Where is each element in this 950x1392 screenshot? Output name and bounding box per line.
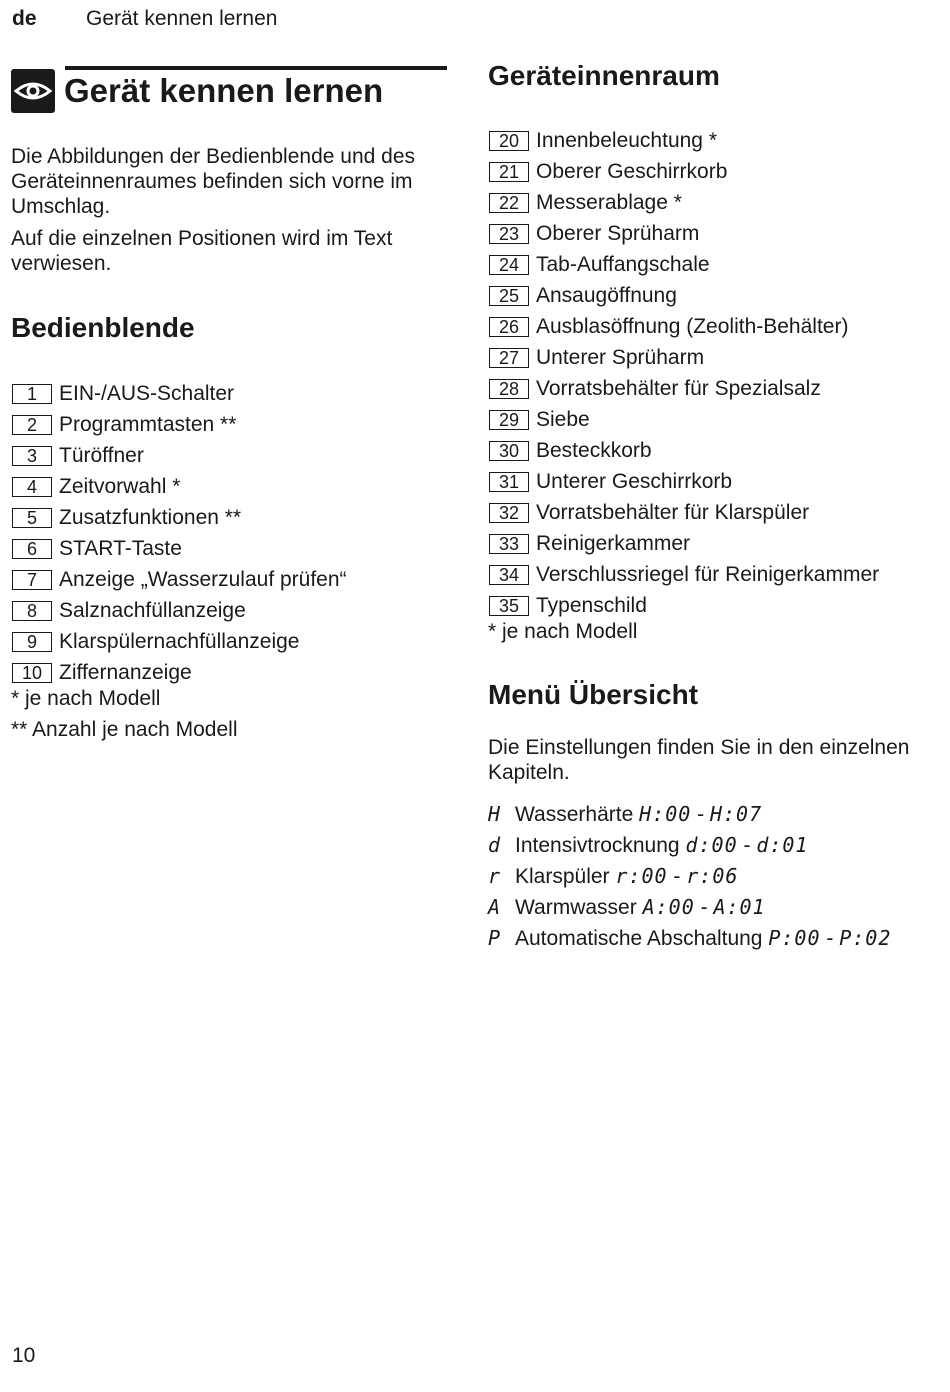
display-code: H xyxy=(488,802,502,826)
menu-item-label: Wasserhärte xyxy=(515,803,634,826)
section-heading-menu: Menü Übersicht xyxy=(488,679,699,710)
position-number: 23 xyxy=(489,224,529,244)
menu-item-label: Klarspüler xyxy=(515,865,610,888)
left-column xyxy=(11,66,447,742)
item-label: Reinigerkammer xyxy=(536,532,691,555)
list-item xyxy=(488,221,938,246)
section-heading-bedienblende: Bedienblende xyxy=(11,312,195,343)
language-code: de xyxy=(12,7,37,30)
position-number: 34 xyxy=(489,565,529,585)
position-number: 7 xyxy=(12,570,52,590)
eye-icon xyxy=(11,69,55,113)
range-separator: - xyxy=(697,803,705,826)
position-number: 24 xyxy=(489,255,529,275)
list-item xyxy=(488,469,938,494)
range-end: H:07 xyxy=(709,802,763,826)
list-item xyxy=(488,376,938,401)
right-column xyxy=(488,60,938,951)
position-number: 33 xyxy=(489,534,529,554)
position-number: 30 xyxy=(489,441,529,461)
intro-paragraph: Die Abbildungen der Bedienblende und des Geräteinnenraumes befinden sich vorne im Umschlag. xyxy=(11,145,415,218)
item-label: Typenschild xyxy=(536,594,647,617)
position-number: 2 xyxy=(12,415,52,435)
list-item xyxy=(488,531,938,556)
item-label: Vorratsbehälter für Spezialsalz xyxy=(536,377,821,400)
item-label: Salznachfüllanzeige xyxy=(59,599,246,622)
display-code: P xyxy=(488,926,502,950)
position-number: 20 xyxy=(489,131,529,151)
footnote: ** Anzahl je nach Modell xyxy=(11,718,238,741)
list-item xyxy=(488,500,938,525)
position-number: 9 xyxy=(12,632,52,652)
list-item xyxy=(488,128,938,153)
menu-item xyxy=(488,833,938,858)
position-number: 22 xyxy=(489,193,529,213)
list-item xyxy=(11,505,447,530)
item-label: Klarspülernachfüllanzeige xyxy=(59,630,300,653)
item-label: Verschlussriegel für Reinigerkammer xyxy=(536,563,880,586)
list-item xyxy=(488,593,938,618)
item-label: Programmtasten ** xyxy=(59,413,237,436)
range-end: r:06 xyxy=(686,864,739,888)
list-item xyxy=(11,567,447,592)
menu-intro: Die Einstellungen finden Sie in den einzelnen Kapiteln. xyxy=(488,736,910,784)
position-number: 35 xyxy=(489,596,529,616)
list-item xyxy=(11,536,447,561)
footnote: * je nach Modell xyxy=(11,687,161,710)
list-item xyxy=(488,159,938,184)
item-label: Zeitvorwahl * xyxy=(59,475,181,498)
item-label: EIN-/AUS-Schalter xyxy=(59,382,235,405)
range-end: P:02 xyxy=(839,926,892,950)
list-item xyxy=(11,660,447,685)
list-item xyxy=(488,562,938,587)
item-label: Unterer Geschirrkorb xyxy=(536,470,733,493)
range-start: d:00 xyxy=(685,833,738,857)
item-label: Türöffner xyxy=(59,444,144,467)
position-number: 10 xyxy=(12,663,52,683)
position-number: 6 xyxy=(12,539,52,559)
title-rule xyxy=(65,66,447,70)
item-label: Zusatzfunktionen ** xyxy=(59,506,242,529)
display-code: r xyxy=(488,864,502,888)
range-separator: - xyxy=(743,834,751,857)
running-header: Gerät kennen lernen xyxy=(86,7,278,30)
display-code: A xyxy=(488,895,502,919)
position-number: 4 xyxy=(12,477,52,497)
list-item xyxy=(488,252,938,277)
display-code: d xyxy=(488,833,502,857)
menu-item xyxy=(488,802,938,827)
position-number: 32 xyxy=(489,503,529,523)
list-item xyxy=(11,629,447,654)
item-label: Unterer Sprüharm xyxy=(536,346,705,369)
position-number: 26 xyxy=(489,317,529,337)
position-number: 21 xyxy=(489,162,529,182)
item-label: Ansaugöffnung xyxy=(536,284,677,307)
list-item xyxy=(11,412,447,437)
list-item xyxy=(488,438,938,463)
position-number: 3 xyxy=(12,446,52,466)
position-number: 8 xyxy=(12,601,52,621)
item-label: Vorratsbehälter für Klarspüler xyxy=(536,501,810,524)
position-number: 29 xyxy=(489,410,529,430)
innenraum-list xyxy=(488,128,938,618)
page-title: Gerät kennen lernen xyxy=(64,72,384,109)
range-start: P:00 xyxy=(768,926,821,950)
item-label: Besteckkorb xyxy=(536,439,652,462)
item-label: Messerablage * xyxy=(536,191,682,214)
position-number: 31 xyxy=(489,472,529,492)
item-label: Ziffernanzeige xyxy=(59,661,192,684)
menu-item xyxy=(488,895,938,920)
list-item xyxy=(488,190,938,215)
item-label: Oberer Sprüharm xyxy=(536,222,700,245)
list-item xyxy=(488,345,938,370)
list-item xyxy=(11,598,447,623)
menu-item-label: Automatische Abschaltung xyxy=(515,927,763,950)
list-item xyxy=(488,283,938,308)
list-item xyxy=(488,314,938,339)
range-separator: - xyxy=(700,896,708,919)
range-start: r:00 xyxy=(615,864,668,888)
bedienblende-list xyxy=(11,381,447,685)
item-label: START-Taste xyxy=(59,537,182,560)
item-label: Siebe xyxy=(536,408,590,431)
item-label: Oberer Geschirrkorb xyxy=(536,160,728,183)
list-item xyxy=(11,381,447,406)
item-label: Tab-Auffangschale xyxy=(536,253,710,276)
intro-paragraph: Auf die einzelnen Positionen wird im Text verwiesen. xyxy=(11,227,393,275)
page-number: 10 xyxy=(12,1344,36,1367)
range-separator: - xyxy=(826,927,834,950)
footnote: * je nach Modell xyxy=(488,620,638,643)
list-item xyxy=(11,443,447,468)
range-start: A:00 xyxy=(642,895,695,919)
main-title-row xyxy=(11,66,447,126)
item-label: Innenbeleuchtung * xyxy=(536,129,717,152)
position-number: 27 xyxy=(489,348,529,368)
position-number: 28 xyxy=(489,379,529,399)
range-start: H:00 xyxy=(639,802,692,826)
menu-item xyxy=(488,926,938,951)
list-item xyxy=(11,474,447,499)
menu-list xyxy=(488,802,938,951)
list-item xyxy=(488,407,938,432)
position-number: 5 xyxy=(12,508,52,528)
range-separator: - xyxy=(673,865,681,888)
position-number: 1 xyxy=(12,384,52,404)
section-heading-innenraum: Geräteinnenraum xyxy=(488,60,720,91)
range-end: d:01 xyxy=(756,833,809,857)
position-number: 25 xyxy=(489,286,529,306)
item-label: Anzeige „Wasserzulauf prüfen“ xyxy=(59,568,347,591)
menu-item xyxy=(488,864,938,889)
menu-item-label: Intensivtrocknung xyxy=(515,834,680,857)
range-end: A:01 xyxy=(713,895,766,919)
menu-item-label: Warmwasser xyxy=(515,896,637,919)
item-label: Ausblasöffnung (Zeolith-Behälter) xyxy=(536,315,849,338)
